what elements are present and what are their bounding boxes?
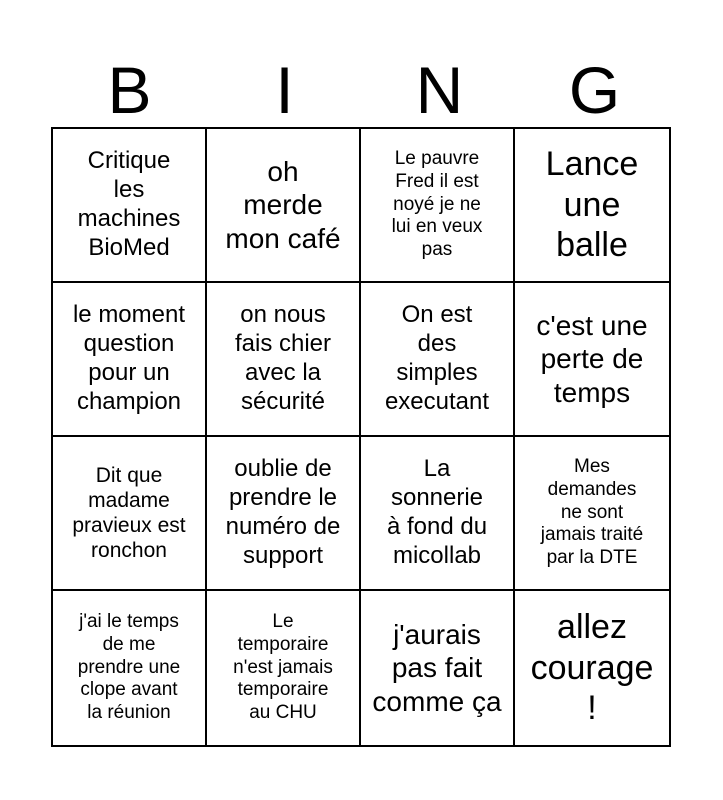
bingo-cell-text: oh merde mon café [225,155,341,254]
bingo-cell[interactable] [207,591,361,745]
bingo-header [52,52,672,128]
bingo-cell-text: Dit que madame pravieux est ronchon [72,463,186,563]
bingo-cell-text: Lance une balle [545,144,639,265]
bingo-cell-text: allez courage ! [530,607,654,728]
bingo-cell-text: le moment question pour un champion [72,301,186,415]
bingo-cell[interactable] [361,591,515,745]
bingo-board [51,127,671,747]
header-letter-n: N [415,53,464,127]
bingo-cell[interactable] [53,437,207,591]
bingo-cell[interactable] [361,437,515,591]
header-letter-g: G [568,53,621,127]
bingo-cell-text: Le pauvre Fred il est noyé je ne lui en veux pas [391,148,483,261]
bingo-cell-text: La sonnerie à fond du micollab [386,455,488,569]
bingo-cell[interactable] [53,591,207,745]
bingo-cell-text: on nous fais chier avec la sécurité [234,301,332,415]
bingo-cell-text: Le temporaire n'est jamais temporaire au CHU [233,611,333,724]
bingo-cell[interactable] [53,129,207,283]
bingo-cell-text: j'aurais pas fait comme ça [372,618,502,717]
bingo-cell-text: On est des simples executant [384,301,490,415]
bingo-cell-text: Critique les machines BioMed [77,147,181,261]
bingo-cell[interactable] [207,437,361,591]
bingo-cell[interactable] [361,283,515,437]
bingo-cell-text: oublie de prendre le numéro de support [225,455,341,569]
bingo-cell-text: c'est une perte de temps [536,309,648,408]
bingo-cell[interactable] [515,129,669,283]
bingo-cell[interactable] [207,129,361,283]
bingo-cell-text: Mes demandes ne sont jamais traité par la DTE [540,456,644,569]
header-letter-i: I [275,53,294,127]
bingo-cell[interactable] [207,283,361,437]
bingo-cell[interactable] [515,437,669,591]
bingo-cell[interactable] [53,283,207,437]
bingo-cell[interactable] [361,129,515,283]
bingo-cell-text: j'ai le temps de me prendre une clope avant la réunion [77,611,181,724]
bingo-cell[interactable] [515,283,669,437]
bingo-cell[interactable] [515,591,669,745]
header-letter-b: B [107,53,152,127]
